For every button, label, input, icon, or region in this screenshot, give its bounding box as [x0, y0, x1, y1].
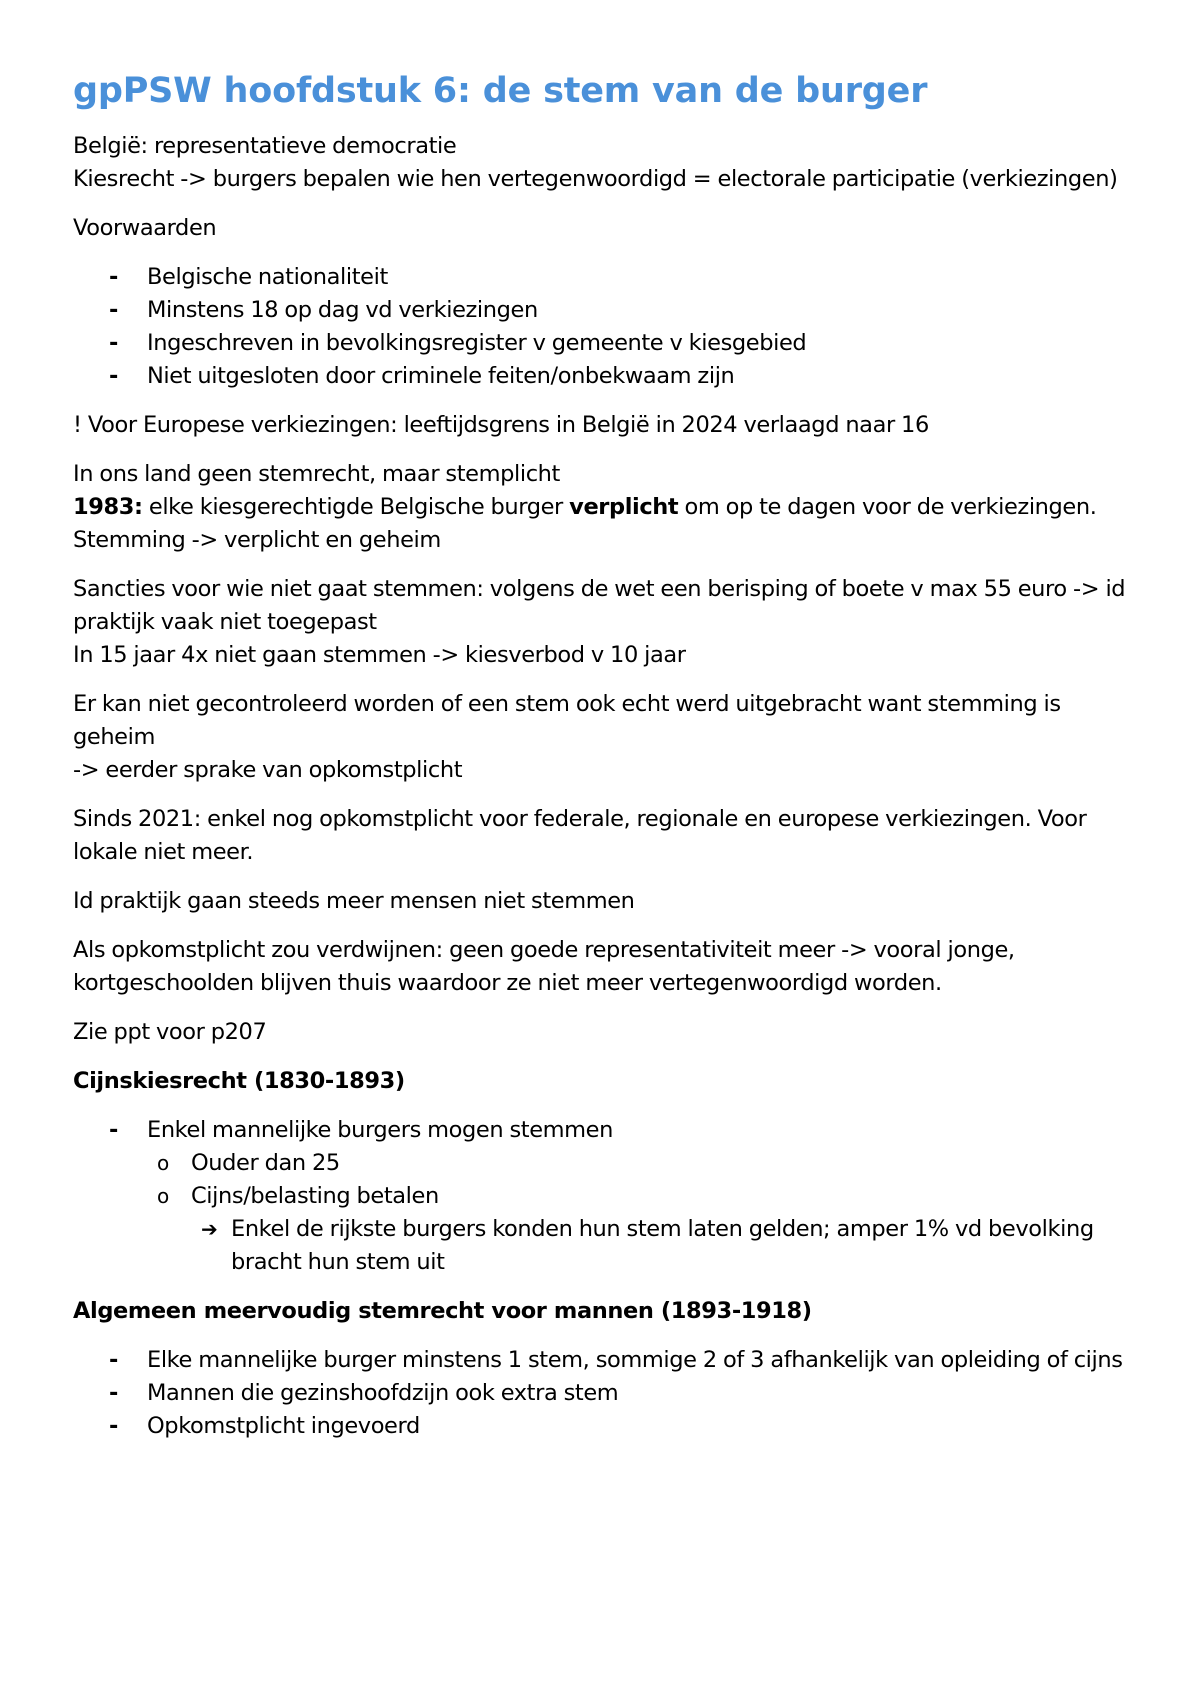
voorwaarden-list [73, 261, 1140, 393]
list-item-text: Minstens 18 op dag vd verkiezingen [147, 297, 538, 323]
list-item-text: Enkel mannelijke burgers mogen stemmen [147, 1117, 613, 1143]
stemplicht-paragraph [73, 458, 1140, 557]
list-item [73, 1410, 1140, 1443]
dash-bullet: - [109, 297, 118, 323]
list-item [73, 1377, 1140, 1410]
intro-line: Kiesrecht -> burgers bepalen wie hen vertegenwoordigd = electorale participatie (verkiezingen) [73, 166, 1118, 192]
stemplicht-text: om op te dagen voor de verkiezingen. [678, 494, 1097, 520]
circle-bullet: o [157, 1151, 169, 1175]
dash-bullet: - [109, 1117, 118, 1143]
sancties-line: In 15 jaar 4x niet gaan stemmen -> kiesverbod v 10 jaar [73, 642, 686, 668]
sublist-item-text: Cijns/belasting betalen [191, 1183, 439, 1209]
sancties-line: Sancties voor wie niet gaat stemmen: volgens de wet een berisping of boete v max 55 euro -> id praktijk vaak niet toegepast [73, 576, 1126, 635]
stemplicht-line: Stemming -> verplicht en geheim [73, 527, 441, 553]
intro-line: België: representatieve democratie [73, 133, 457, 159]
list-item [73, 261, 1140, 294]
controle-line: Er kan niet gecontroleerd worden of een stem ook echt werd uitgebracht want stemming is geheim [73, 691, 1061, 750]
stemplicht-text: elke kiesgerechtigde Belgische burger [142, 494, 570, 520]
list-item [73, 1344, 1140, 1377]
list-item-text: Mannen die gezinshoofdzijn ook extra stem [147, 1380, 619, 1406]
cijns-heading: Cijnskiesrecht (1830-1893) [73, 1068, 405, 1094]
dash-bullet: - [109, 363, 118, 389]
europese-note: ! Voor Europese verkiezingen: leeftijdsgrens in België in 2024 verlaagd naar 16 [73, 412, 929, 438]
controle-paragraph [73, 688, 1140, 787]
arrow-item-text: Enkel de rijkste burgers konden hun stem laten gelden; amper 1% vd bevolking bracht hun stem uit [231, 1216, 1094, 1275]
circle-bullet: o [157, 1184, 169, 1208]
meervoudig-heading: Algemeen meervoudig stemrecht voor mannen (1893-1918) [73, 1298, 812, 1324]
sinds-2021-paragraph: Sinds 2021: enkel nog opkomstplicht voor federale, regionale en europese verkiezingen. Voor lokale niet meer. [73, 806, 1087, 865]
list-item [73, 327, 1140, 360]
stemplicht-1983-line [73, 491, 1140, 524]
cijns-list [73, 1114, 1140, 1279]
sublist-item [147, 1180, 1140, 1279]
verdwijnen-paragraph: Als opkomstplicht zou verdwijnen: geen goede representativiteit meer -> vooral jonge, kortgeschoolden blijven thuis waardoor ze niet meer vertegenwoordigd worden. [73, 937, 1015, 996]
arrow-item [191, 1213, 1140, 1279]
controle-line: -> eerder sprake van opkomstplicht [73, 757, 463, 783]
meervoudig-list [73, 1344, 1140, 1443]
list-item-text: Belgische nationaliteit [147, 264, 388, 290]
dash-bullet: - [109, 264, 118, 290]
list-item [73, 1114, 1140, 1279]
sublist-item-text: Ouder dan 25 [191, 1150, 340, 1176]
list-item-text: Elke mannelijke burger minstens 1 stem, sommige 2 of 3 afhankelijk van opleiding of cijns [147, 1347, 1123, 1373]
emphasis-text: verplicht [569, 494, 679, 520]
dash-bullet: - [109, 1380, 118, 1406]
list-item [73, 294, 1140, 327]
list-item-text: Opkomstplicht ingevoerd [147, 1413, 420, 1439]
dash-bullet: - [109, 330, 118, 356]
list-item [73, 360, 1140, 393]
list-item-text: Niet uitgesloten door criminele feiten/onbekwaam zijn [147, 363, 735, 389]
intro-paragraph [73, 130, 1140, 196]
arrow-right-icon: ➔ [201, 1217, 218, 1241]
year-label: 1983: [73, 494, 143, 520]
voorwaarden-heading: Voorwaarden [73, 215, 217, 241]
sancties-paragraph [73, 573, 1140, 672]
praktijk-paragraph: Id praktijk gaan steeds meer mensen niet stemmen [73, 888, 635, 914]
zie-ppt-paragraph: Zie ppt voor p207 [73, 1019, 267, 1045]
document-title: gpPSW hoofdstuk 6: de stem van de burger [73, 71, 928, 111]
cijns-sublist [147, 1147, 1140, 1279]
cijns-arrow-list [191, 1213, 1140, 1279]
dash-bullet: - [109, 1347, 118, 1373]
list-item-text: Ingeschreven in bevolkingsregister v gemeente v kiesgebied [147, 330, 807, 356]
dash-bullet: - [109, 1413, 118, 1439]
stemplicht-line: In ons land geen stemrecht, maar stemplicht [73, 461, 560, 487]
sublist-item [147, 1147, 1140, 1180]
